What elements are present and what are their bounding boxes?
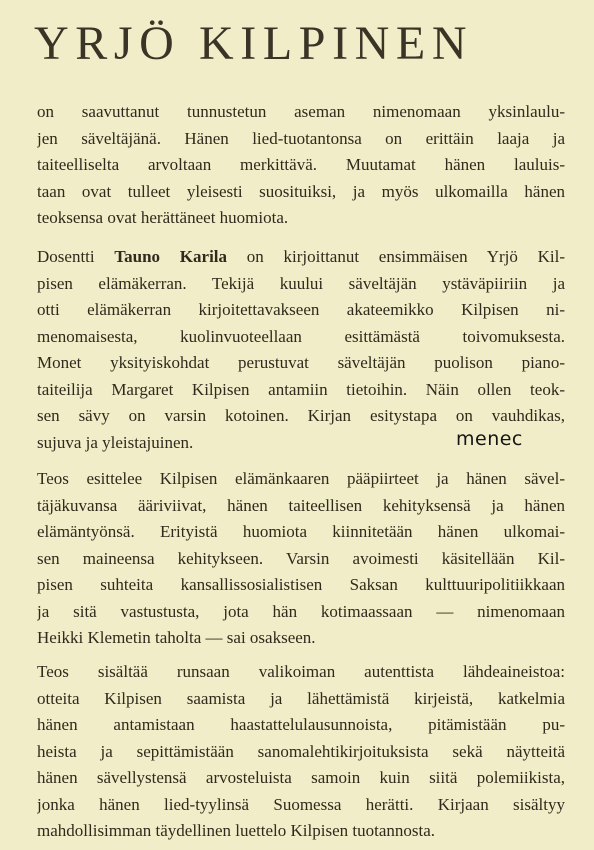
text-line: täjäkuvansa ääriviivat, hänen taiteellisen kehityksensä ja hänen bbox=[37, 495, 565, 515]
text-line: jonka hänen lied-tyylinsä Suomessa herätti. Kirjaan sisältyy bbox=[37, 794, 565, 814]
text-line: heista ja sepittämistään sanomalehtikirjoituksista sekä näytteitä bbox=[37, 741, 565, 761]
text-line: Monet yksityiskohdat perustuvat säveltäjän puolison piano- bbox=[37, 353, 565, 372]
paragraph-2 bbox=[37, 244, 565, 456]
text-line bbox=[37, 244, 565, 271]
text-line: pisen elämäkerran. Tekijä kuului säveltäjän ystäväpiiriin ja bbox=[37, 273, 565, 293]
text-line: hänen antamistaan haastattelulausunnoista, pitämistään pu- bbox=[37, 715, 565, 734]
text-line: mahdollisimman täydellinen luettelo Kilpisen tuotannosta. bbox=[37, 821, 436, 840]
text-line: Teos esittelee Kilpisen elämänkaaren pääpiirteet ja hänen sävel- bbox=[37, 469, 565, 488]
paragraph-1 bbox=[37, 99, 565, 232]
text-line: teoksensa ovat herättäneet huomiota. bbox=[37, 208, 289, 227]
text-line: otteita Kilpisen saamista ja lähettämistä kirjeistä, katkelmia bbox=[37, 688, 565, 708]
text-line: sen sävy on varsin kotoinen. Kirjan esitystapa on vauhdikas, bbox=[37, 406, 565, 425]
author-name: Tauno Karila bbox=[114, 247, 228, 266]
text-line: hänen sävellystensä arvosteluista samoin kuin siitä polemiikista, bbox=[37, 768, 565, 787]
text-line: on saavuttanut tunnustetun aseman nimenomaan yksinlaulu- bbox=[37, 102, 565, 121]
page-title: YRJÖ KILPINEN bbox=[34, 17, 474, 70]
text-segment: on kirjoittanut ensimmäisen Yrjö Kil- bbox=[227, 247, 565, 266]
text-line: taiteilija Margaret Kilpisen antamiin tietoihin. Näin ollen teok- bbox=[37, 379, 565, 399]
paragraph-3 bbox=[37, 466, 565, 652]
text-line: Heikki Klemetin taholta — sai osakseen. bbox=[37, 628, 316, 647]
text-line: sujuva ja yleistajuinen. bbox=[37, 432, 194, 452]
text-line: Teos sisältää runsaan valikoiman autenttista lähdeaineistoa: bbox=[37, 662, 565, 681]
text-line: sen maineensa kehitykseen. Varsin avoimesti käsitellään Kil- bbox=[37, 548, 565, 568]
paragraph-4 bbox=[37, 659, 565, 845]
text-line: ja sitä vastustusta, jota hän kotimaassaan — nimenomaan bbox=[37, 601, 565, 621]
watermark-stamp: menec bbox=[456, 428, 523, 450]
text-line: taiteelliselta arvoltaan merkittävä. Muutamat hänen lauluis- bbox=[37, 155, 565, 174]
text-line: pisen suhteita kansallissosialistisen Saksan kulttuuripolitiikkaan bbox=[37, 575, 565, 594]
text-line: otti elämäkerran kirjoitettavakseen akateemikko Kilpisen ni- bbox=[37, 300, 565, 319]
text-line: taan ovat tulleet yleisesti suosituiksi, ja myös ulkomailla hänen bbox=[37, 181, 565, 201]
text-line: elämäntyönsä. Erityistä huomiota kiinnitetään hänen ulkomai- bbox=[37, 522, 565, 541]
text-line: jen säveltäjänä. Hänen lied-tuotantonsa on erittäin laaja ja bbox=[37, 128, 565, 148]
text-line: menomaisesta, kuolinvuoteellaan esittämästä toivomuksesta. bbox=[37, 326, 565, 346]
text-segment: Dosentti bbox=[37, 247, 115, 266]
